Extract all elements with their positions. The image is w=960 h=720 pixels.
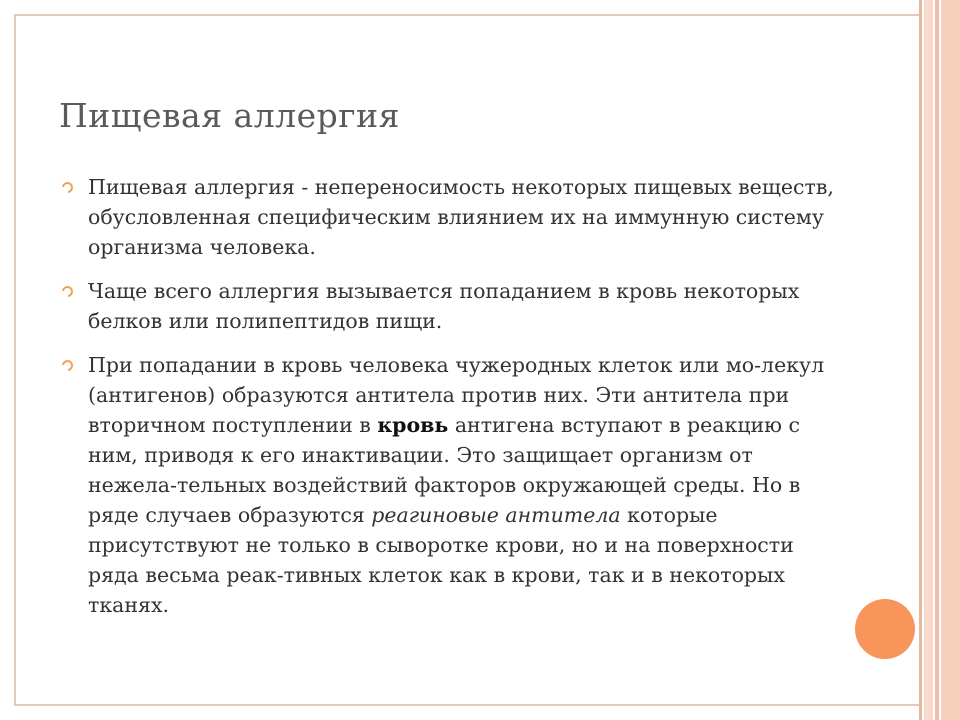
italic-term: реагиновые антитела [371, 503, 621, 527]
bold-term: кровь [377, 413, 449, 437]
bullet-icon [62, 286, 73, 297]
bullet-text: При попадании в кровь человека чужеродных клеток или мо-лекул (антигенов) образуются антитела против них. Эти антитела при вторичном поступлении в [88, 353, 825, 437]
bullet-text: антигена вступают в реакцию с ним, приводя к его инактивации. Это защищает организм от нежела-тельных воздействий факторов окружающей среды. Но в ряде случаев образуются [88, 413, 801, 527]
slide-title: Пищевая аллергия [59, 96, 400, 135]
right-stripe [924, 0, 933, 720]
bullet-list [62, 172, 837, 634]
right-stripe [935, 0, 939, 720]
bullet-icon [62, 360, 73, 371]
frame-bottom-line [14, 704, 921, 706]
frame-top-line [14, 14, 921, 16]
bullet-text: Пищевая аллергия - непереносимость некоторых пищевых веществ, обусловленная специфическим влиянием их на иммунную систему организма человека. [88, 175, 834, 259]
right-stripe [941, 0, 960, 720]
frame-left-line [14, 14, 16, 706]
right-stripe [919, 0, 922, 720]
bullet-item [62, 350, 837, 620]
bullet-text: Чаще всего аллергия вызывается попаданием в кровь некоторых белков или полипептидов пищи. [88, 279, 800, 333]
bullet-item [62, 172, 837, 262]
bullet-item [62, 276, 837, 336]
bullet-text: которые присутствуют не только в сыворотке крови, но и на поверхности ряда весьма реак-тивных клеток как в крови, так и в некоторых тканях. [88, 503, 794, 617]
decorative-circle [855, 599, 915, 659]
bullet-icon [62, 182, 73, 193]
